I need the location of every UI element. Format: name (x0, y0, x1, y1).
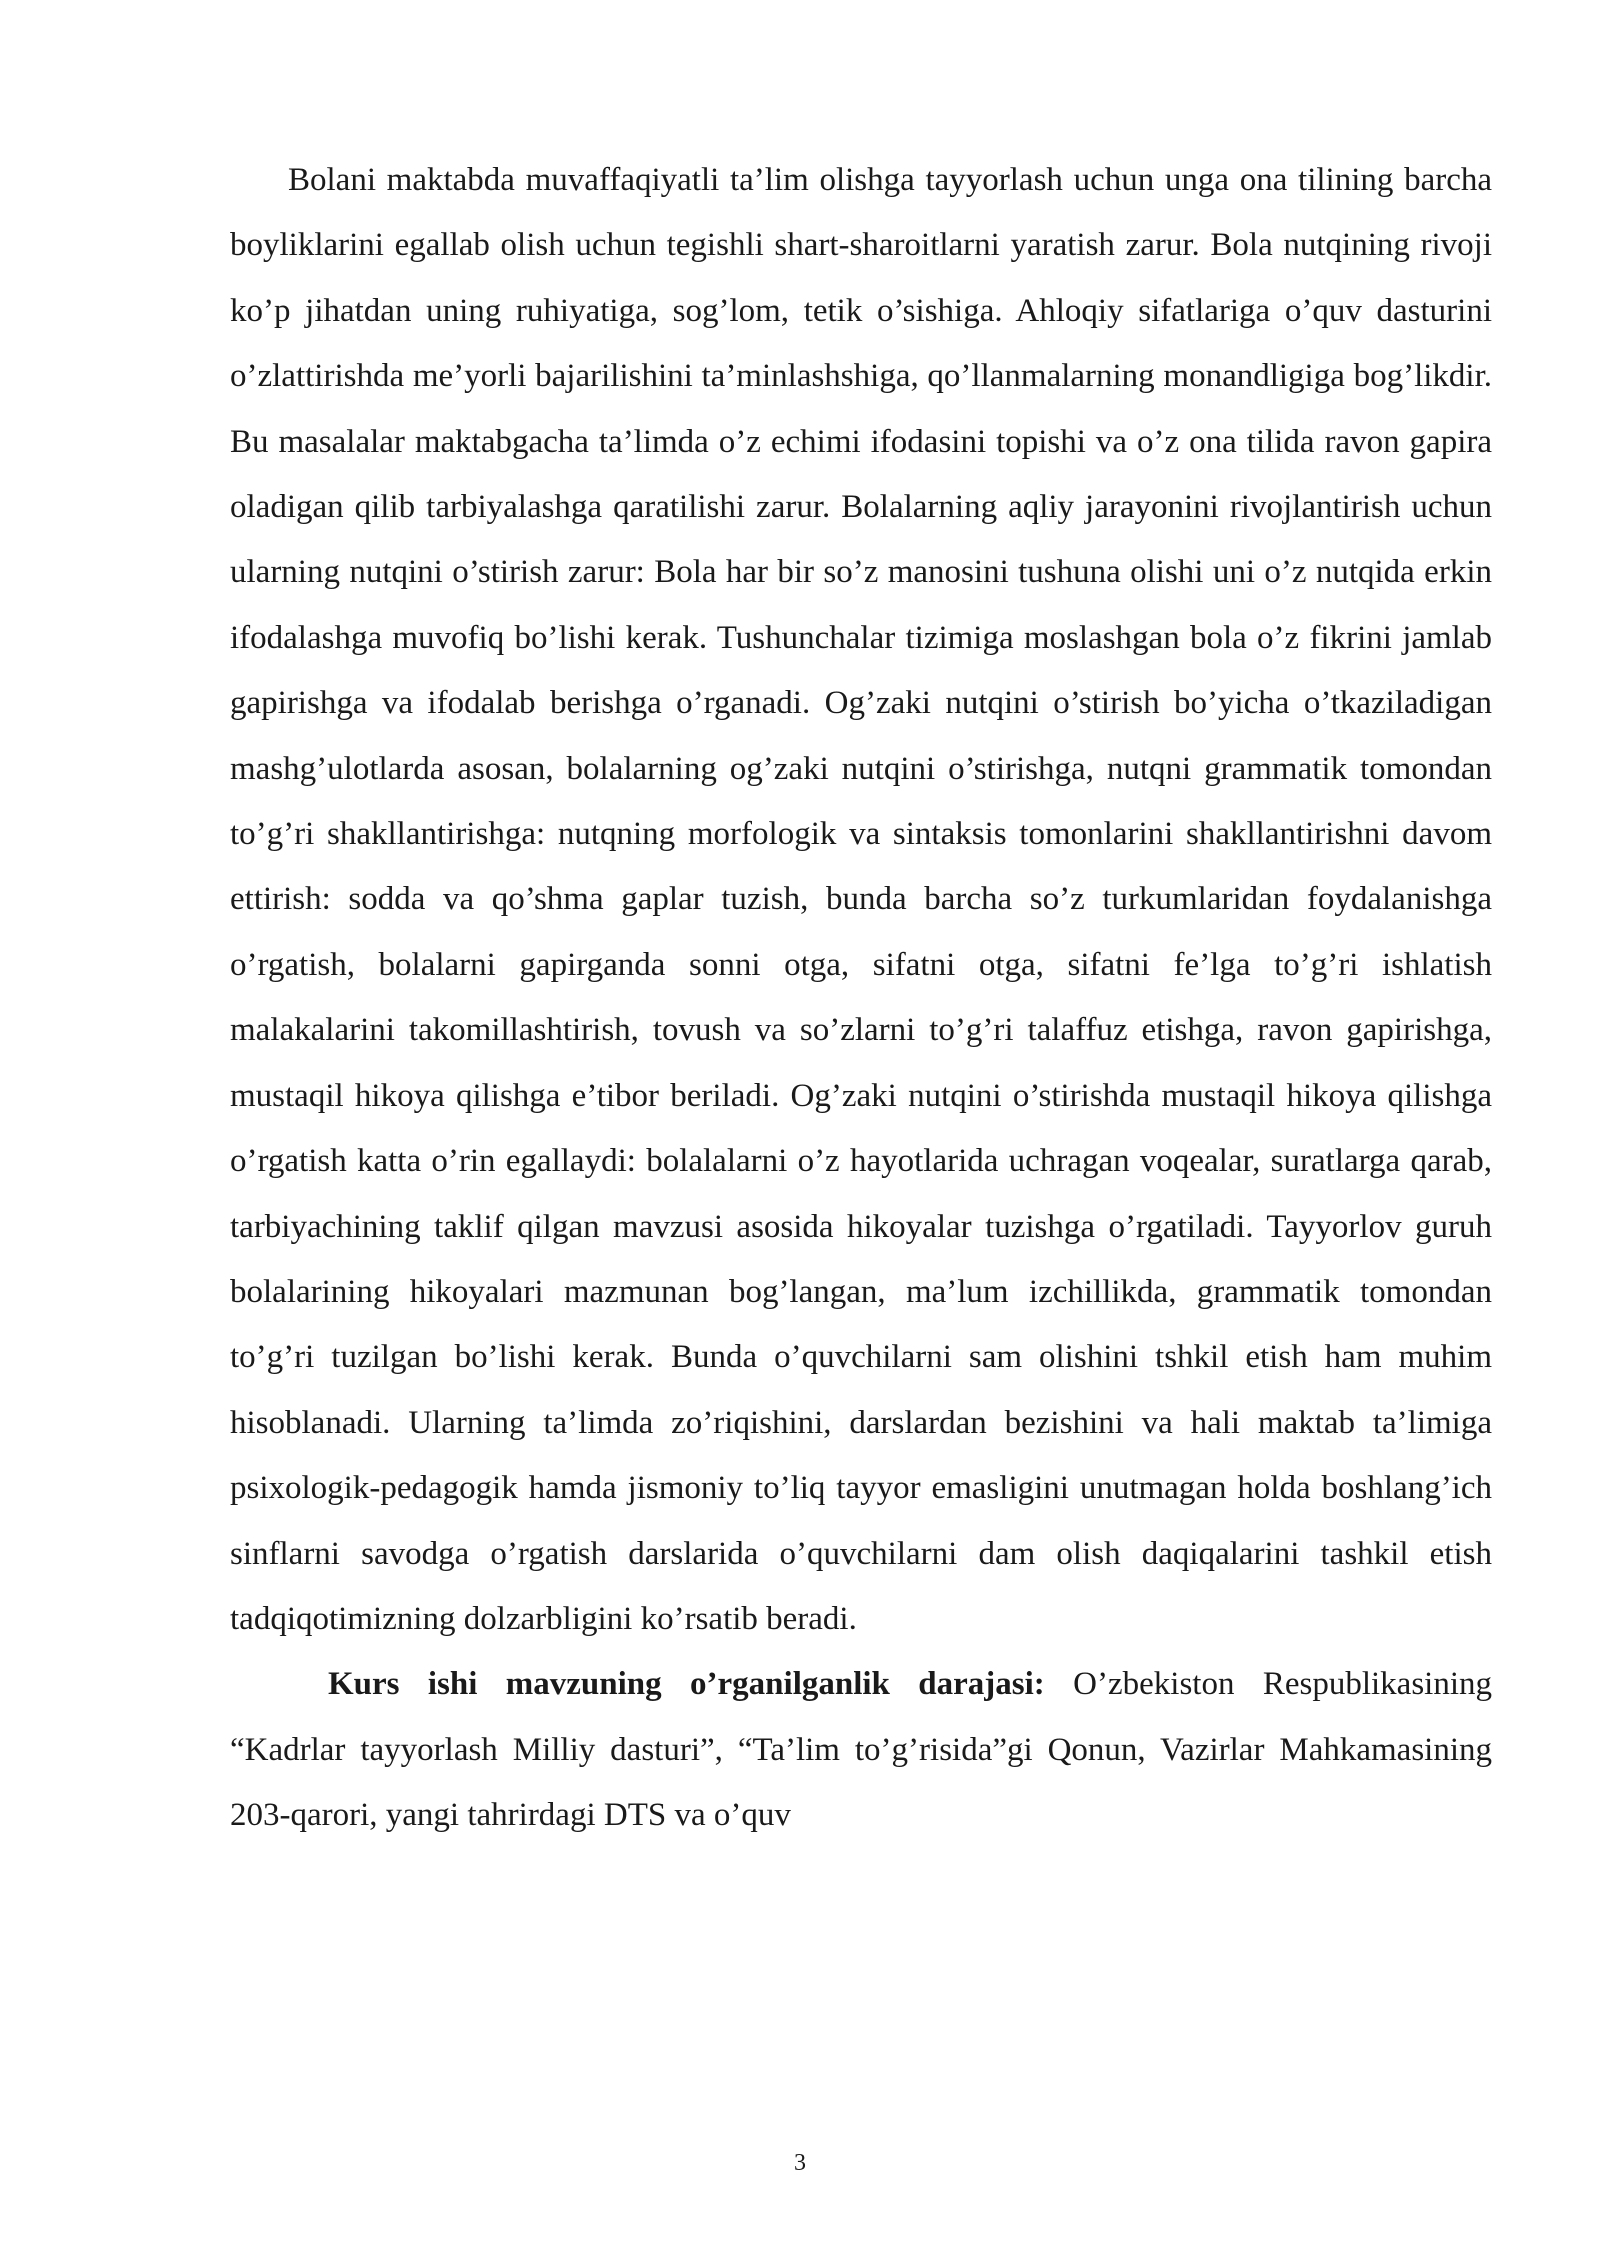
section-heading: Kurs ishi mavzuning o’rganilganlik darajasi: (328, 1666, 1045, 1703)
paragraph-study-level (230, 1652, 1492, 1848)
body-text (230, 148, 1492, 1849)
paragraph-intro: Bolani maktabda muvaffaqiyatli ta’lim olishga tayyorlash uchun unga ona tilining barcha boyliklarini egallab olish uchun tegishli shart-sharoitlarni yaratish zarur. Bola nutqining rivoji ko’p jihatdan uning ruhiyatiga, sog’lom, tetik o’sishiga. Ahloqiy sifatlariga o’quv dasturini o’zlattirishda me’yorli bajarilishini ta’minlashshiga, qo’llanmalarning monandligiga bog’likdir. Bu masalalar maktabgacha ta’limda o’z echimi ifodasini topishi va o’z ona tilida ravon gapira oladigan qilib tarbiyalashga qaratilishi zarur. Bolalarning aqliy jarayonini rivojlantirish uchun ularning nutqini o’stirish zarur: Bola har bir so’z manosini tushuna olishi uni o’z nutqida erkin ifodalashga muvofiq bo’lishi kerak. Tushunchalar tizimiga moslashgan bola o’z fikrini jamlab gapirishga va ifodalab berishga o’rganadi. Og’zaki nutqini o’stirish bo’yicha o’tkaziladigan mashg’ulotlarda asosan, bolalarning og’zaki nutqini o’stirishga, nutqni grammatik tomondan to’g’ri shakllantirishga: nutqning morfologik va sintaksis tomonlarini shakllantirishni davom ettirish: sodda va qo’shma gaplar tuzish, bunda barcha so’z turkumlaridan foydalanishga o’rgatish, bolalarni gapirganda sonni otga, sifatni otga, sifatni fe’lga to’g’ri ishlatish malakalarini takomillashtirish, tovush va so’zlarni to’g’ri talaffuz etishga, ravon gapirishga, mustaqil hikoya qilishga e’tibor beriladi. Og’zaki nutqini o’stirishda mustaqil hikoya qilishga o’rgatish katta o’rin egallaydi: bolalalarni o’z hayotlarida uchragan voqealar, suratlarga qarab, tarbiyachining taklif qilgan mavzusi asosida hikoyalar tuzishga o’rgatiladi. Tayyorlov guruh bolalarining hikoyalari mazmunan bog’langan, ma’lum izchillikda, grammatik tomondan to’g’ri tuzilgan bo’lishi kerak. Bunda o’quvchilarni sam olishini tshkil etish ham muhim hisoblanadi. Ularning ta’limda zo’riqishini, darslardan bezishini va hali maktab ta’limiga psixologik-pedagogik hamda jismoniy to’liq tayyor emasligini unutmagan holda boshlang’ich sinflarni savodga o’rgatish darslarida o’quvchilarni dam olish daqiqalarini tashkil etish tadqiqotimizning dolzarbligini ko’rsatib beradi. (230, 162, 1492, 1637)
paragraph-study-level-text: O’zbekiston Respublikasining “Kadrlar tayyorlash Milliy dasturi”, “Ta’lim to’g’risida”gi Qonun, Vazirlar Mahkamasining 203-qarori, yangi tahrirdagi DTS va o’quv (230, 1666, 1492, 1834)
page-number: 3 (794, 2150, 806, 2176)
